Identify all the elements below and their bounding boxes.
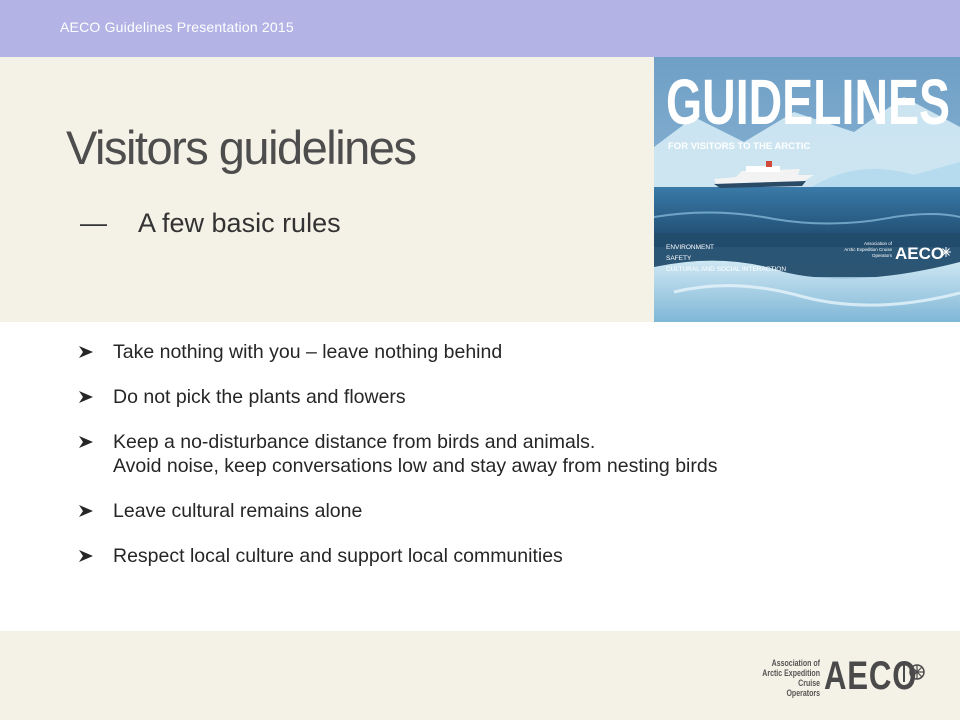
rule-text: Do not pick the plants and flowers [113, 386, 406, 408]
list-item [78, 340, 717, 364]
rule-text: Leave cultural remains alone [113, 500, 363, 522]
cover-assoc-line: Operators [871, 253, 892, 258]
cover-subtitle: FOR VISITORS TO THE ARCTIC [668, 141, 811, 152]
list-item [78, 430, 717, 478]
guidelines-cover-image [654, 57, 960, 322]
cover-topic: ENVIRONMENT [666, 244, 715, 251]
logo-association-text: Association of Arctic Expedition Cruise Operators [762, 658, 820, 698]
rule-text: Take nothing with you – leave nothing behind [113, 341, 503, 363]
cover-topic: CULTURAL AND SOCIAL INTERACTION [666, 266, 787, 273]
arrow-bullet-icon [78, 504, 94, 518]
rule-text: Keep a no-disturbance distance from birds and animals. [113, 431, 596, 453]
arrow-bullet-icon [78, 390, 94, 404]
cover-logo-text: AECO [895, 244, 945, 263]
header-bar [0, 0, 960, 57]
arrow-bullet-icon [78, 549, 94, 563]
cover-title: GUIDELINES [666, 66, 950, 138]
arrow-bullet-icon [78, 435, 94, 449]
rules-panel [0, 322, 960, 631]
rule-text: Respect local culture and support local communities [113, 545, 563, 567]
cover-logo-emblem-icon [941, 247, 951, 257]
arrow-bullet-icon [78, 345, 94, 359]
aeco-footer-logo [742, 654, 932, 700]
list-item [78, 544, 717, 568]
list-item [78, 499, 717, 523]
header-text: AECO Guidelines Presentation 2015 [60, 19, 294, 35]
cover-assoc-line: Association of [863, 241, 892, 246]
cover-assoc-line: Arctic Expedition Cruise [844, 247, 892, 252]
rules-list [78, 340, 717, 589]
slide-title: Visitors guidelines [66, 121, 416, 174]
subtitle-dash: — [80, 208, 107, 238]
cover-topic: SAFETY [666, 255, 692, 262]
logo-aeco-text: AECO [824, 654, 918, 698]
list-item [78, 385, 717, 409]
compass-emblem-icon [902, 660, 926, 686]
rule-text-continued: Avoid noise, keep conversations low and stay away from nesting birds [113, 455, 718, 477]
slide-subtitle [80, 208, 341, 239]
subtitle-text: A few basic rules [138, 208, 341, 238]
